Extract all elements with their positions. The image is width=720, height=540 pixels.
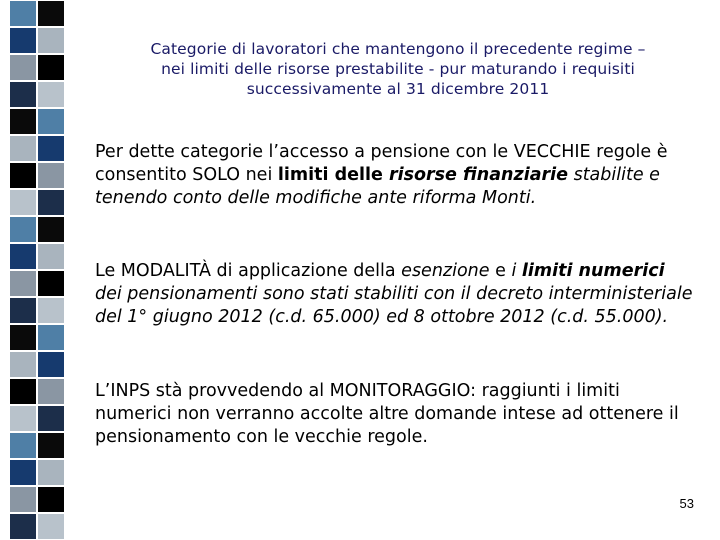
stripe-block [38, 514, 64, 539]
stripe-block [38, 352, 64, 377]
text-run-italic: stabilite e tenendo conto delle modifiche ante riforma Monti. [95, 165, 660, 208]
text-run: Le MODALITÀ di applicazione della [95, 261, 402, 281]
paragraph-access-rules [95, 141, 695, 210]
slide-title [96, 39, 700, 99]
stripe-block [38, 190, 64, 215]
stripe-block [38, 271, 64, 296]
stripe-block [38, 163, 64, 188]
stripe-block [38, 460, 64, 485]
stripe-block [10, 298, 36, 323]
stripe-block [10, 244, 36, 269]
stripe-block [38, 217, 64, 242]
stripe-block [10, 28, 36, 53]
stripe-block [38, 1, 64, 26]
paragraph-modalities [95, 260, 695, 329]
stripe-block [38, 55, 64, 80]
text-run: L’INPS stà provvedendo al MONITORAGGIO: raggiunti i limiti numerici non verranno accolte altre domande intese ad ottenere il pensionamento con le vecchie regole. [95, 381, 679, 447]
page-number: 53 [679, 496, 694, 511]
stripe-block [10, 82, 36, 107]
stripe-block [10, 406, 36, 431]
stripe-block [10, 514, 36, 539]
text-run-italic: dei pensionamenti sono stati stabiliti con il decreto interministeriale del 1° giugno 2012 (c.d. 65.000) ed 8 ottobre 2012 (c.d. 55.000). [95, 284, 693, 327]
stripe-block [10, 271, 36, 296]
stripe-block [10, 487, 36, 512]
stripe-block [38, 406, 64, 431]
stripe-block [10, 352, 36, 377]
stripe-block [38, 109, 64, 134]
stripe-block [10, 325, 36, 350]
stripe-block [38, 136, 64, 161]
stripe-block [38, 433, 64, 458]
stripe-block [10, 190, 36, 215]
stripe-block [38, 379, 64, 404]
paragraph-monitoring [95, 380, 695, 449]
text-run: e [489, 261, 512, 281]
stripe-block [38, 244, 64, 269]
stripe-block [10, 109, 36, 134]
stripe-block [38, 487, 64, 512]
text-run-bold: limiti delle [277, 165, 389, 185]
stripe-block [38, 298, 64, 323]
text-run: Per dette categorie l’accesso a pensione con le VECCHIE regole è consentito SOLO nei [95, 142, 668, 185]
stripe-block [10, 55, 36, 80]
stripe-block [10, 1, 36, 26]
text-run-italic: i [511, 261, 522, 281]
decorative-stripe [0, 0, 72, 540]
stripe-block [10, 163, 36, 188]
stripe-block [38, 82, 64, 107]
title-line: nei limiti delle risorse prestabilite - pur maturando i requisiti [161, 60, 635, 78]
stripe-block [10, 136, 36, 161]
text-run-bold-italic: risorse finanziarie [388, 165, 569, 185]
stripe-block [10, 217, 36, 242]
stripe-block [10, 433, 36, 458]
text-run-italic: esenzione [401, 261, 490, 281]
stripe-block [10, 379, 36, 404]
title-line: successivamente al 31 dicembre 2011 [246, 80, 550, 98]
stripe-block [38, 28, 64, 53]
stripe-block [10, 460, 36, 485]
stripe-block [38, 325, 64, 350]
title-line: Categorie di lavoratori che mantengono il precedente regime – [150, 40, 646, 58]
text-run-bold-italic: limiti numerici [521, 261, 665, 281]
